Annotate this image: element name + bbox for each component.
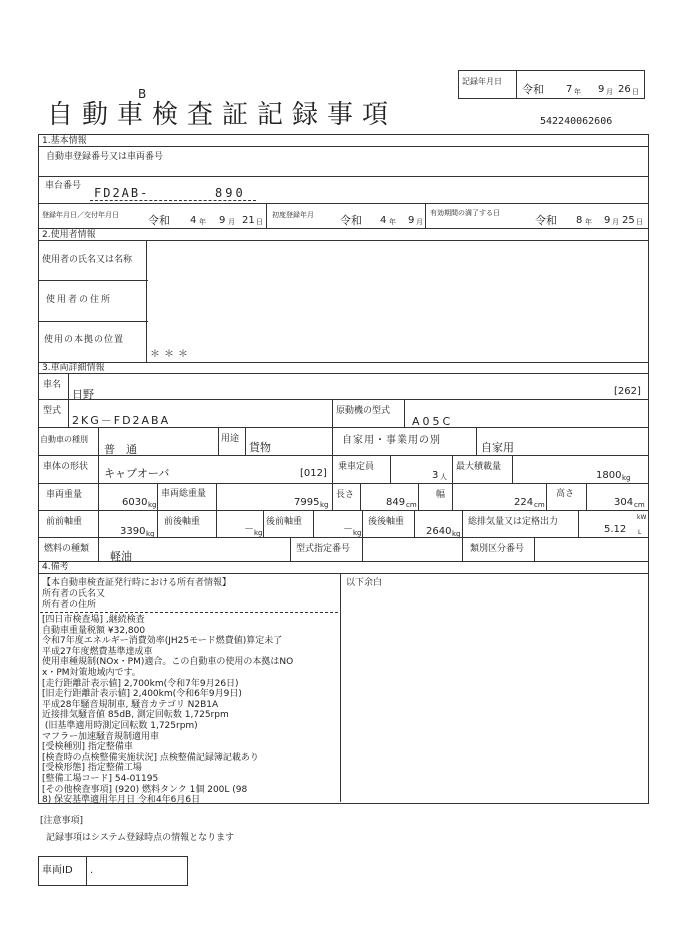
expiry-era: 令和	[535, 214, 557, 227]
first-reg-year: 4	[380, 215, 387, 226]
reg-number-label: 自動車登録番号又は車両番号	[46, 152, 164, 162]
rr-axle-label: 後後軸重	[368, 517, 405, 527]
first-reg-label: 初度登録年月	[272, 211, 314, 219]
model-value: 2KG－FD2ABA	[72, 414, 171, 427]
height-value: 304	[614, 497, 634, 508]
expiry-month: 9	[604, 215, 611, 226]
record-date-day-unit: 日	[632, 88, 639, 96]
engine-model-label: 原動機の型式	[336, 406, 391, 416]
ff-axle-value: 3390	[120, 526, 146, 537]
designation-label: 型式指定番号	[296, 544, 351, 554]
body-shape-value: キャブオーバ	[104, 467, 170, 480]
reg-date-year: 4	[190, 215, 197, 226]
fuel-label: 燃料の種類	[44, 544, 90, 554]
reg-date-month-unit: 月	[228, 218, 235, 226]
notes-list	[42, 615, 338, 806]
capacity-label: 乗車定員	[338, 462, 375, 472]
remark-line: 使用車種規制(NOx・PM)適合。この自動車の使用の本拠はNO	[42, 657, 294, 668]
reg-date-day: 21	[242, 215, 255, 226]
user-address-label: 使用者の住所	[46, 295, 113, 305]
owner-name-label: 所有者の氏名又	[42, 589, 106, 599]
weight-value: 6030	[122, 497, 148, 508]
record-date-era: 令和	[522, 83, 544, 96]
reg-date-day-unit: 日	[256, 218, 263, 226]
private-business-value: 自家用	[481, 441, 514, 454]
fr-axle-unit: kg	[254, 529, 263, 537]
maker-label: 車名	[43, 380, 62, 390]
fr-axle-label: 前後軸重	[164, 517, 201, 527]
vehicle-id-value: .	[90, 865, 94, 876]
ff-axle-unit: kg	[146, 530, 155, 538]
displacement-value: 5.12	[604, 524, 627, 535]
body-shape-label: 車体の形状	[43, 462, 89, 472]
length-unit: cm	[406, 501, 417, 509]
remark-line: 平成27年度燃費基準達成車	[42, 646, 153, 657]
gross-weight-value: 7995	[294, 497, 320, 508]
width-value: 224	[514, 497, 534, 508]
b-mark: B	[138, 87, 147, 101]
page-title: 自動車検査証記録事項	[47, 100, 398, 130]
expiry-day: 25	[622, 215, 635, 226]
remark-line: [受検形態] 指定整備工場	[42, 763, 142, 774]
fr-axle-value: －	[244, 524, 254, 535]
remark-line: [四日市検査場] ,継続検査	[42, 615, 145, 625]
right-note: 以下余白	[346, 578, 383, 588]
chassis-suffix: 890	[215, 186, 246, 200]
use-label: 用途	[221, 434, 240, 444]
displacement-unit-kw: kW	[637, 514, 647, 521]
maker-code: [262]	[614, 386, 641, 397]
vehicle-kind-label: 自動車の種別	[40, 435, 88, 444]
engine-model-value: A05C	[412, 415, 454, 428]
owner-info-heading: 【本自動車検査証発行時における所有者情報】	[42, 578, 232, 588]
section-2-heading: 2.使用者情報	[42, 230, 96, 240]
record-date-year: 7	[566, 84, 573, 95]
expiry-year: 8	[576, 215, 583, 226]
maker-value: 日野	[72, 388, 94, 401]
reg-date-month: 9	[219, 215, 226, 226]
chassis-prefix: FD2AB-	[94, 186, 150, 200]
record-date-year-unit: 年	[574, 88, 581, 96]
max-load-label: 最大積載量	[456, 462, 502, 472]
remark-line: [走行距離計表示値] 2,700km(令和7年9月26日)	[42, 678, 239, 689]
remark-line: 自動車重量税額 ¥32,800	[42, 625, 146, 636]
reg-date-era: 令和	[148, 214, 170, 227]
remark-line: x・PM対策地域内です。	[42, 667, 141, 678]
private-business-label: 自家用・事業用の別	[342, 435, 441, 446]
expiry-day-unit: 日	[636, 218, 643, 226]
document-number: 542240062606	[540, 116, 613, 127]
section-1-heading: 1.基本情報	[42, 136, 87, 146]
remark-line: 平成28年騒音規制車, 騒音カテゴリ N2B1A	[42, 699, 219, 710]
remark-line: 8) 保安基準適用年月日 令和4年6月6日	[42, 795, 201, 806]
capacity-unit: 人	[440, 473, 447, 481]
remark-line: [旧走行距離計表示値] 2,400km(令和6年9月9日)	[42, 689, 242, 700]
fuel-value: 軽油	[110, 550, 132, 563]
expiry-year-unit: 年	[585, 218, 592, 226]
reg-date-label: 登録年月日／交付年月日	[42, 211, 119, 219]
rr-axle-unit: kg	[452, 530, 461, 538]
remark-line: 近接排気騒音値 85dB, 測定回転数 1,725rpm	[42, 710, 229, 721]
first-reg-year-unit: 年	[389, 218, 396, 226]
remark-line: [検査時の点検整備実施状況] 点検整備記録簿記載あり	[42, 752, 259, 763]
remark-line: 令和7年度エネルギー消費効率(JH25モード燃費値)算定未了	[42, 636, 283, 647]
expiry-month-unit: 月	[612, 218, 619, 226]
ff-axle-label: 前前軸重	[46, 517, 83, 527]
max-load-value: 1800	[596, 470, 622, 481]
body-shape-code: [012]	[300, 468, 327, 479]
base-location-value: ＊＊＊	[150, 349, 192, 360]
gross-weight-unit: kg	[320, 501, 329, 509]
expiry-label: 有効期間の満了する日	[430, 209, 500, 217]
height-label: 高さ	[556, 489, 575, 499]
rf-axle-label: 後前軸重	[266, 517, 303, 527]
class-number-label: 類別区分番号	[470, 544, 525, 554]
height-unit: cm	[634, 501, 645, 509]
record-date-day: 26	[618, 84, 631, 95]
width-label: 幅	[436, 490, 446, 500]
reg-date-year-unit: 年	[199, 218, 206, 226]
vehicle-id-label: 車両ID	[42, 865, 73, 876]
rr-axle-value: 2640	[426, 526, 452, 537]
caution-heading: [注意事項]	[40, 816, 84, 826]
use-value: 貨物	[249, 441, 271, 454]
length-value: 849	[386, 497, 406, 508]
base-location-label: 使用の本拠の位置	[44, 335, 125, 345]
displacement-unit-l: L	[638, 529, 642, 536]
record-date-label: 記録年月日	[462, 77, 502, 86]
remark-line: [整備工場コード] 54-01195	[42, 773, 159, 784]
gross-weight-label: 車両総重量	[161, 489, 207, 499]
remark-line: マフラー加速騒音規制適用車	[42, 731, 160, 742]
record-date-month: 9	[598, 84, 605, 95]
model-label: 型式	[43, 406, 62, 416]
caution-text: 記録事項はシステム登録時点の情報となります	[46, 833, 235, 843]
section-3-heading: 3.車両詳細情報	[42, 363, 105, 373]
record-date-month-unit: 月	[606, 88, 613, 96]
width-unit: cm	[534, 501, 545, 509]
rf-axle-unit: kg	[353, 529, 362, 537]
weight-unit: kg	[148, 501, 157, 509]
remark-line: (旧基準適用時測定回転数 1,725rpm)	[42, 720, 198, 731]
section-4-heading: 4.備考	[42, 562, 69, 572]
first-reg-era: 令和	[340, 214, 362, 227]
first-reg-month: 9	[408, 215, 415, 226]
first-reg-month-unit: 月	[416, 218, 423, 226]
displacement-label: 総排気量又は定格出力	[468, 517, 559, 527]
max-load-unit: kg	[622, 474, 631, 482]
rf-axle-value: －	[343, 524, 353, 535]
remark-line: [受検種別] 指定整備車	[42, 742, 133, 753]
length-label: 長さ	[336, 490, 355, 500]
owner-address-label: 所有者の住所	[42, 600, 97, 610]
remark-line: [その他検査事項] (920) 燃料タンク 1個 200L (98	[42, 784, 248, 795]
capacity-value: 3	[432, 470, 439, 481]
vehicle-kind-value: 普 通	[104, 443, 137, 456]
weight-label: 車両重量	[46, 490, 83, 500]
chassis-label: 車台番号	[45, 181, 82, 191]
user-name-label: 使用者の氏名又は名称	[42, 255, 133, 265]
